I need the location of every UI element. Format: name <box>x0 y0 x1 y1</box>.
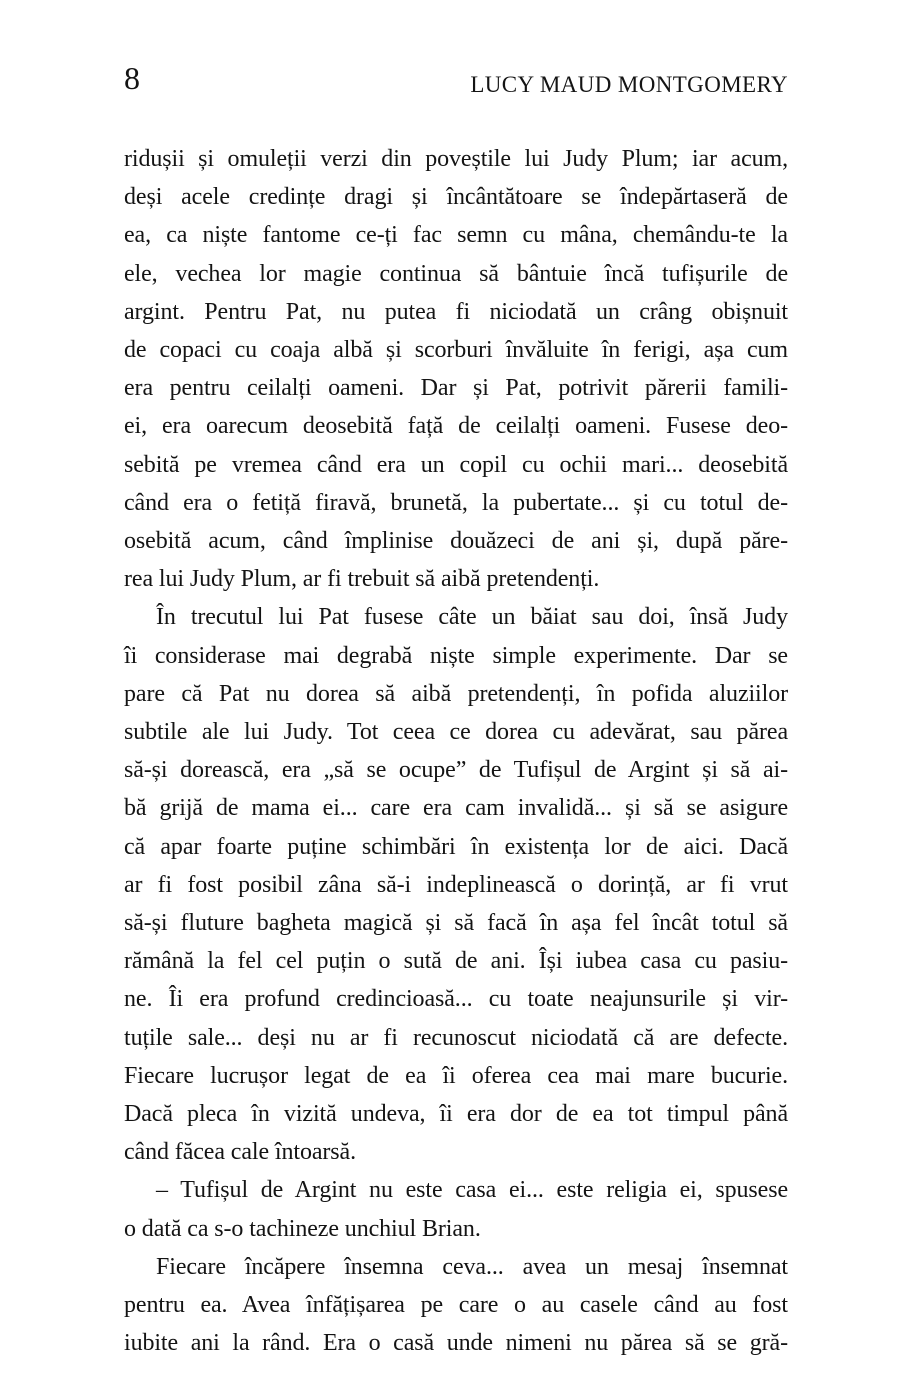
text-line: ar fi fost posibil zâna să-i indeplinească o dorință, ar fi vrut <box>124 871 788 898</box>
text-line: tuțile sale... deși nu ar fi recunoscut niciodată că are defecte. <box>124 1024 788 1051</box>
text-line: când făcea cale întoarsă. <box>124 1139 357 1166</box>
text-line: argint. Pentru Pat, nu putea fi niciodată un crâng obișnuit <box>124 298 788 325</box>
text-line: când era o fetiță firavă, brunetă, la pubertate... și cu totul de- <box>124 489 788 516</box>
text-line: era pentru ceilalți oameni. Dar și Pat, potrivit părerii famili- <box>124 375 788 402</box>
text-line: Dacă pleca în vizită undeva, îi era dor de ea tot timpul până <box>124 1101 788 1128</box>
text-line: să-și dorească, era „să se ocupe” de Tufișul de Argint și să ai- <box>124 757 788 784</box>
text-line: rea lui Judy Plum, ar fi trebuit să aibă pretendenți. <box>124 566 600 593</box>
text-line: ridușii și omuleții verzi din poveștile lui Judy Plum; iar acum, <box>124 146 788 172</box>
text-line: ei, era oarecum deosebită față de ceilalți oameni. Fusese deo- <box>124 413 788 440</box>
text-line: Fiecare încăpere însemna ceva... avea un mesaj însemnat <box>156 1253 788 1280</box>
text-line: că apar foarte puține schimbări în existența lor de aici. Dacă <box>124 833 788 860</box>
text-line: de copaci cu coaja albă și scorburi învăluite în ferigi, așa cum <box>124 337 788 364</box>
text-line: În trecutul lui Pat fusese câte un băiat sau doi, însă Judy <box>156 604 788 631</box>
text-line: – Tufișul de Argint nu este casa ei... este religia ei, spusese <box>156 1177 788 1204</box>
body-text <box>124 140 788 1363</box>
text-line: bă grijă de mama ei... care era cam invalidă... și să se asigure <box>124 795 788 822</box>
running-header: LUCY MAUD MONTGOMERY <box>470 72 788 97</box>
text-line: ele, vechea lor magie continua să bântuie încă tufișurile de <box>124 260 788 287</box>
text-line: ne. Îi era profund credincioasă... cu toate neajunsurile și vir- <box>124 986 788 1013</box>
text-line: o dată ca s-o tachineze unchiul Brian. <box>124 1215 481 1242</box>
text-line: Fiecare lucrușor legat de ea îi oferea cea mai mare bucurie. <box>124 1062 788 1089</box>
text-line: ea, ca niște fantome ce-ți fac semn cu mâna, chemându-te la <box>124 222 788 249</box>
text-line: subtile ale lui Judy. Tot ceea ce dorea cu adevărat, sau părea <box>124 719 788 746</box>
text-line: iubite ani la rând. Era o casă unde nimeni nu părea să se gră- <box>124 1330 788 1357</box>
text-line: îi considerase mai degrabă niște simple experimente. Dar se <box>124 642 788 669</box>
text-line: osebită acum, când împlinise douăzeci de ani și, după păre- <box>124 528 788 555</box>
text-line: să-și fluture bagheta magică și să facă în așa fel încât totul să <box>124 910 788 937</box>
text-line: rămână la fel cel puțin o sută de ani. Își iubea casa cu pasiu- <box>124 948 788 975</box>
text-line: pare că Pat nu dorea să aibă pretendenți, în pofida aluziilor <box>124 680 788 707</box>
text-line: sebită pe vremea când era un copil cu ochii mari... deosebită <box>124 451 788 478</box>
text-line: pentru ea. Avea înfățișarea pe care o au casele când au fost <box>124 1292 788 1319</box>
page-number: 8 <box>124 60 140 96</box>
text-line: deși acele credințe dragi și încântătoare se îndepărtaseră de <box>124 184 788 211</box>
